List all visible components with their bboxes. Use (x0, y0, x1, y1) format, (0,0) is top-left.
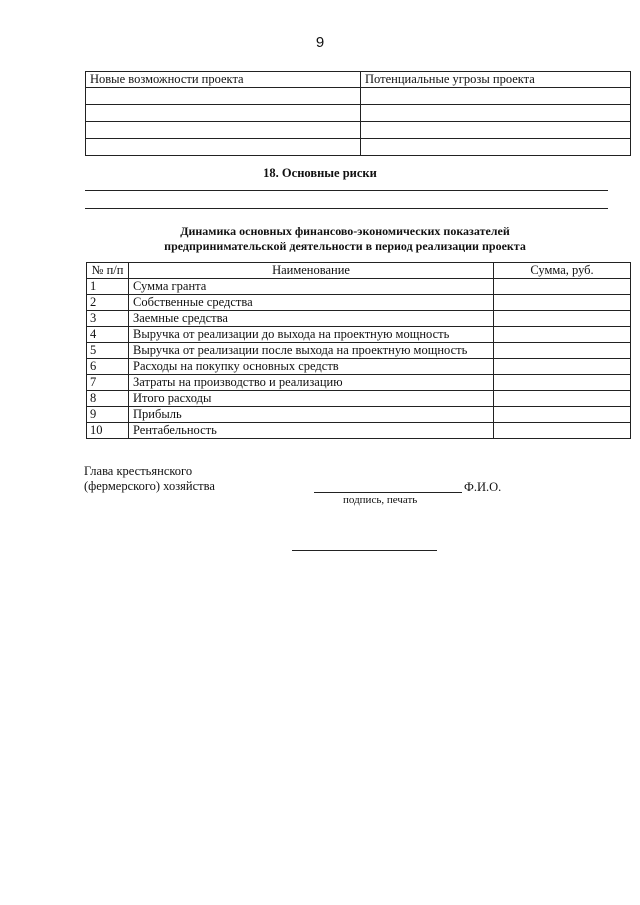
financial-table-body (87, 279, 631, 439)
header-number: № п/п (87, 263, 129, 279)
row-name: Прибыль (129, 407, 494, 423)
row-sum-cell (494, 327, 631, 343)
table-row (87, 359, 631, 375)
signatory-line-2: (фермерского) хозяйства (84, 479, 215, 493)
table-row (87, 295, 631, 311)
table-row (86, 105, 631, 122)
row-sum-cell (494, 295, 631, 311)
row-number: 1 (87, 279, 129, 295)
signature-hint: подпись, печать (343, 494, 418, 506)
row-sum-cell (494, 407, 631, 423)
financial-title-line-1: Динамика основных финансово-экономических показателей (180, 224, 510, 238)
table-row (87, 423, 631, 439)
row-sum-cell (494, 359, 631, 375)
header-opportunities: Новые возможности проекта (86, 72, 361, 88)
table-row (87, 407, 631, 423)
header-threats: Потенциальные угрозы проекта (361, 72, 631, 88)
risks-section-title: 18. Основные риски (263, 166, 377, 180)
row-name: Расходы на покупку основных средств (129, 359, 494, 375)
row-number: 4 (87, 327, 129, 343)
row-name: Затраты на производство и реализацию (129, 375, 494, 391)
opportunity-cell (86, 122, 361, 139)
financial-title-line-2: предпринимательской деятельности в период реализации проекта (164, 239, 526, 253)
row-sum-cell (494, 311, 631, 327)
row-number: 2 (87, 295, 129, 311)
row-name: Сумма гранта (129, 279, 494, 295)
risks-line-1 (85, 190, 608, 191)
row-sum-cell (494, 391, 631, 407)
row-sum-cell (494, 375, 631, 391)
table-row (87, 391, 631, 407)
row-sum-cell (494, 343, 631, 359)
row-name: Заемные средства (129, 311, 494, 327)
page-number: 9 (315, 34, 325, 51)
row-number: 6 (87, 359, 129, 375)
table-row (86, 122, 631, 139)
table-row (87, 311, 631, 327)
table-row (86, 88, 631, 105)
row-sum-cell (494, 423, 631, 439)
row-number: 5 (87, 343, 129, 359)
opportunity-cell (86, 139, 361, 156)
row-name: Собственные средства (129, 295, 494, 311)
threat-cell (361, 88, 631, 105)
row-number: 9 (87, 407, 129, 423)
header-sum: Сумма, руб. (494, 263, 631, 279)
financial-indicators-table (86, 262, 631, 439)
bottom-rule (292, 550, 437, 551)
table-row (87, 343, 631, 359)
threat-cell (361, 105, 631, 122)
row-number: 8 (87, 391, 129, 407)
row-number: 10 (87, 423, 129, 439)
signatory-title (84, 464, 215, 494)
table-row (86, 139, 631, 156)
opportunity-cell (86, 105, 361, 122)
table-row (87, 327, 631, 343)
threat-cell (361, 122, 631, 139)
row-name: Рентабельность (129, 423, 494, 439)
header-name: Наименование (129, 263, 494, 279)
table-header-row (86, 72, 631, 88)
row-name: Выручка от реализации до выхода на проектную мощность (129, 327, 494, 343)
table-row (87, 375, 631, 391)
table-header-row (87, 263, 631, 279)
fio-label: Ф.И.О. (464, 480, 502, 494)
signature-line (314, 492, 462, 493)
row-number: 3 (87, 311, 129, 327)
opportunity-cell (86, 88, 361, 105)
risks-line-2 (85, 208, 608, 209)
row-name: Итого расходы (129, 391, 494, 407)
opportunities-table-body (86, 88, 631, 156)
signatory-line-1: Глава крестьянского (84, 464, 193, 478)
threat-cell (361, 139, 631, 156)
row-name: Выручка от реализации после выхода на проектную мощность (129, 343, 494, 359)
row-sum-cell (494, 279, 631, 295)
row-number: 7 (87, 375, 129, 391)
table-row (87, 279, 631, 295)
opportunities-threats-table (85, 71, 631, 156)
financial-section-title (0, 224, 640, 254)
